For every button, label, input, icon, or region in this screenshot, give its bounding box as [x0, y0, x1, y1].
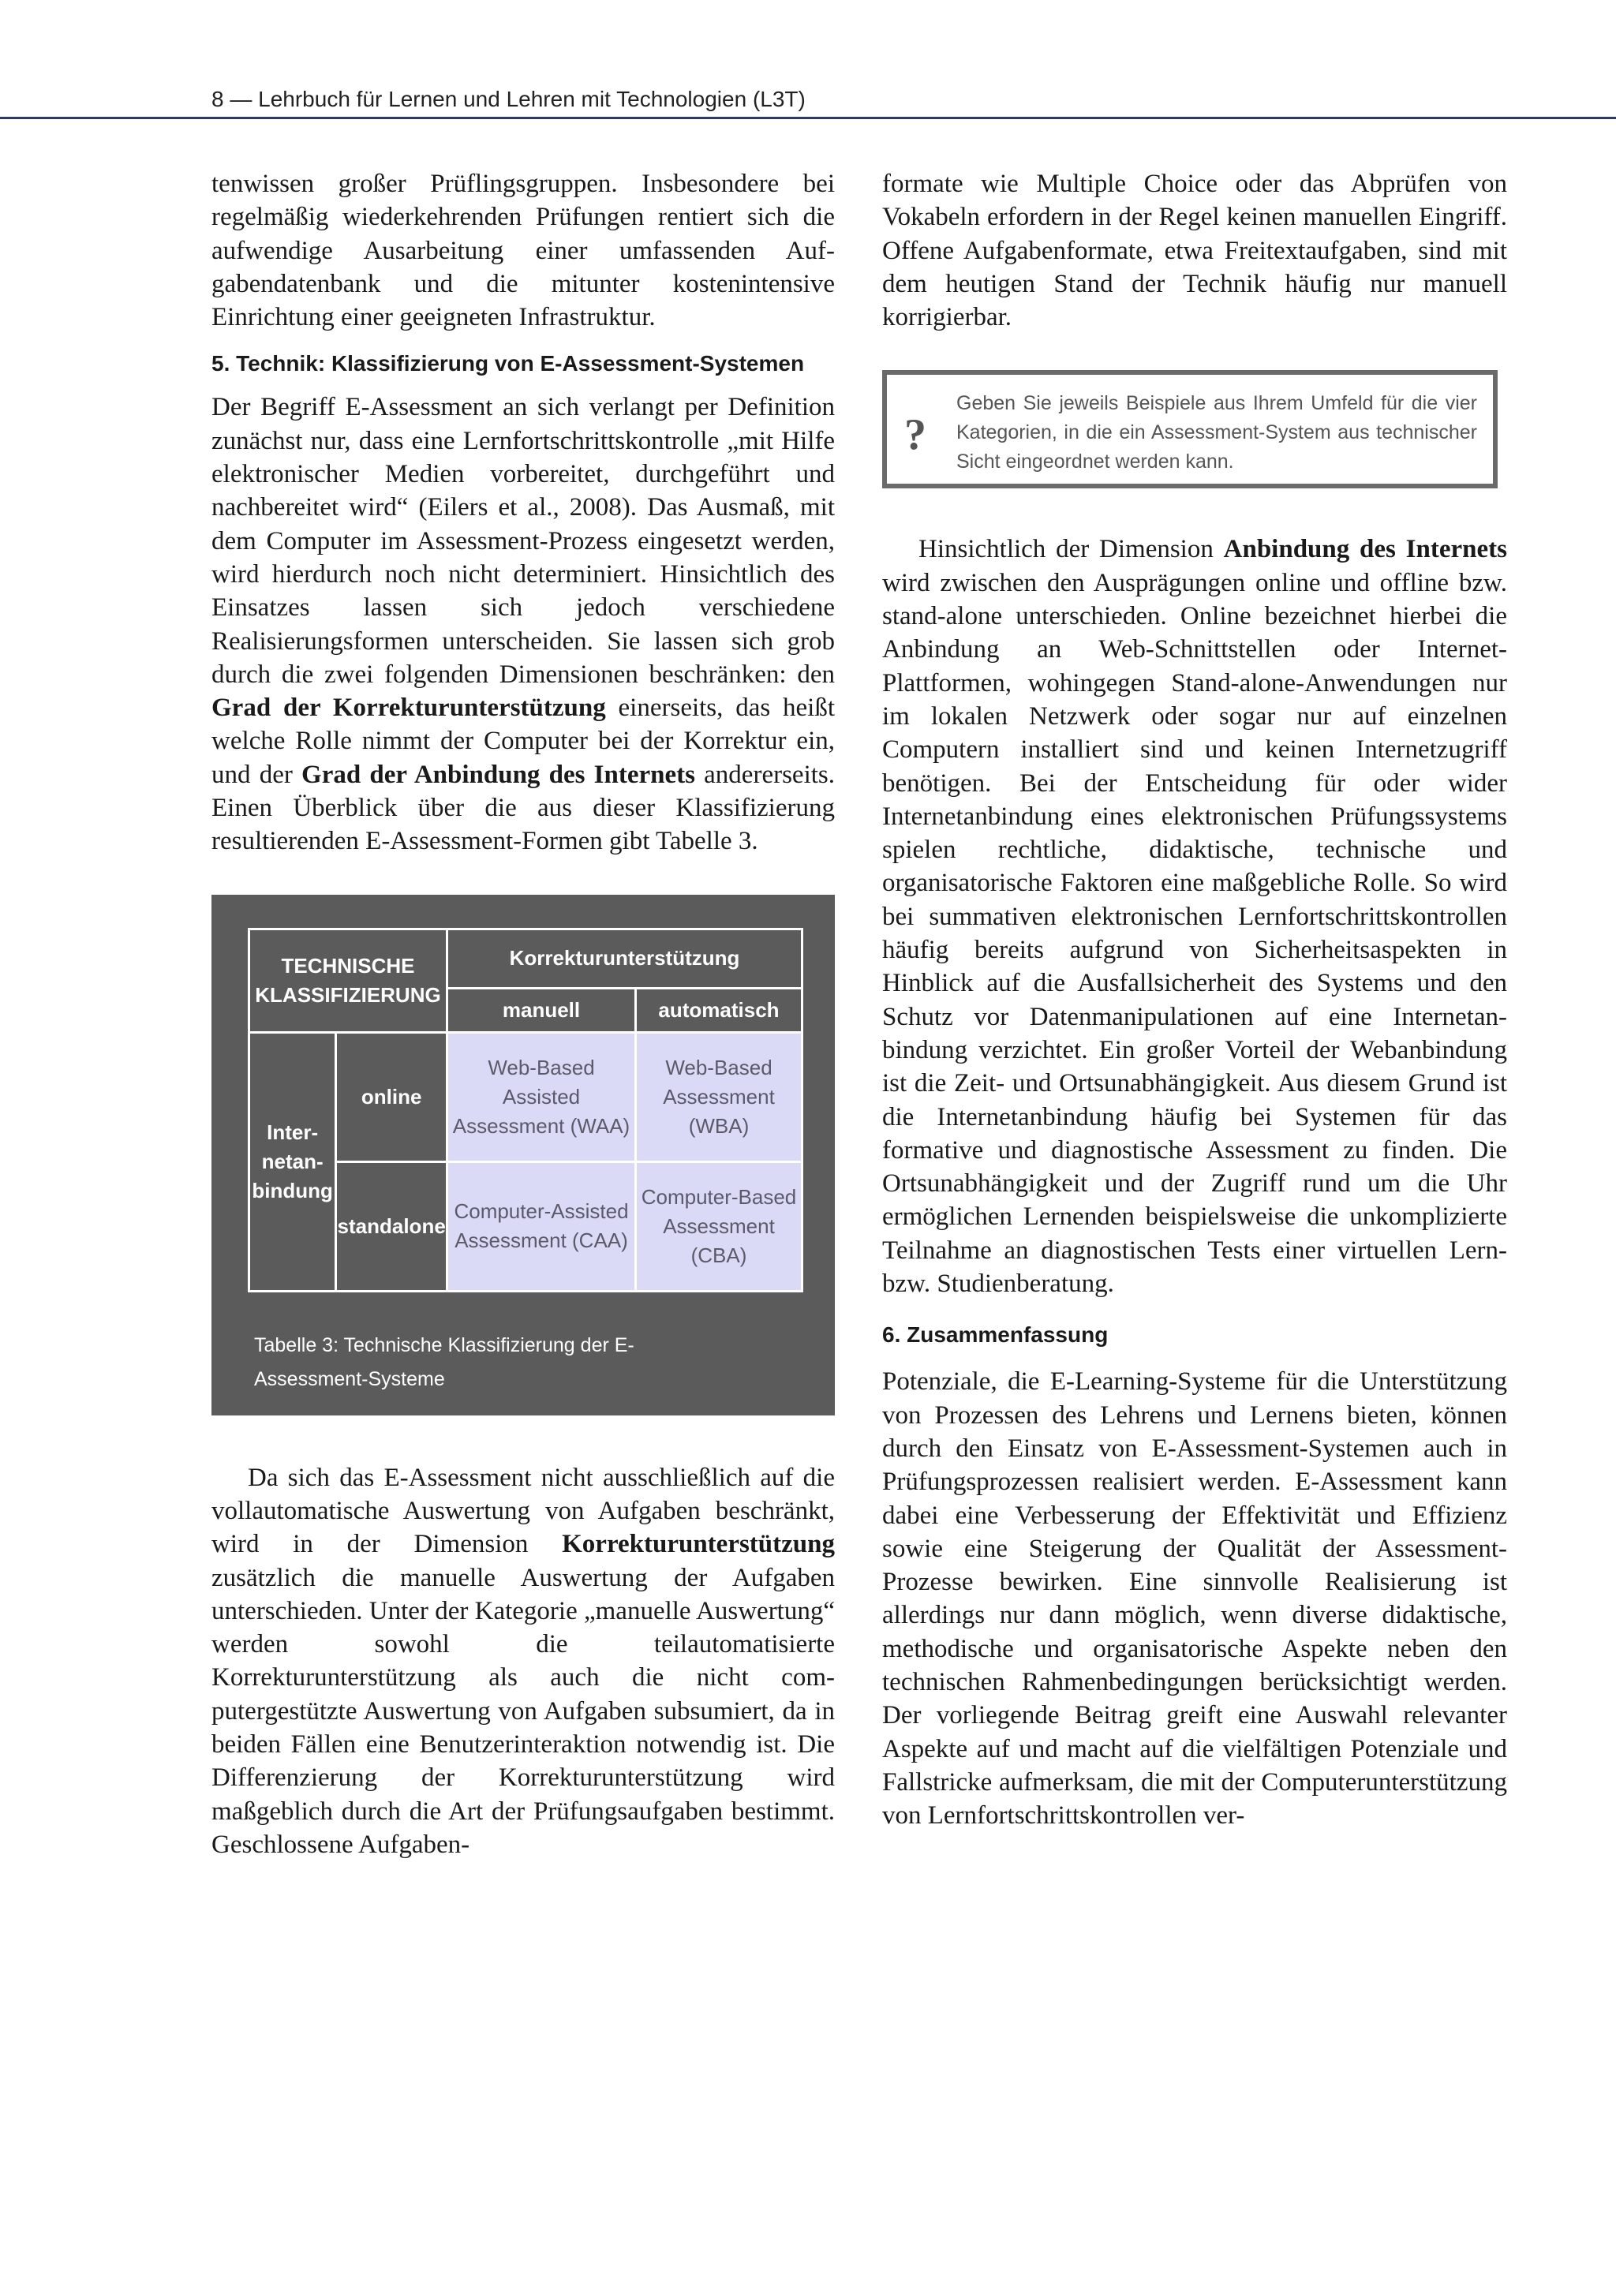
- table-column-header-automatic: automatisch: [636, 988, 802, 1032]
- question-box: [882, 370, 1498, 488]
- table-figure: [211, 895, 835, 1415]
- bold-term: Grad der Anbindung des Internets: [301, 760, 695, 789]
- table-caption: Tabelle 3: Technische Klassifizierung der E-Assessment-Systeme: [254, 1333, 634, 1390]
- table-column-group-header: Korrekturunterstützung: [447, 929, 802, 988]
- table-cell-waa: Web-Based Assisted Assessment (WAA): [447, 1032, 636, 1161]
- table-cell-caa: Computer-Assisted Assessment (CAA): [447, 1161, 636, 1291]
- text-run: wird zwischen den Ausprägungen online und offline bzw. stand-alone unterschieden. Online bezeichnet hierbei die Anbindung an Web-Schnittstellen oder Internet-Plattformen, wohingegen Stand-alone-Anwendungen nur im lokalen Netzwerk oder sogar nur auf einzelnen Computern installiert sind und keinen Internetzugriff benötigen. Bei der Entscheidung für oder wider Internetanbindung eines elektronischen Prüfungssystems spielen rechtliche, didaktische, technische und organisatorische Faktoren eine maßgebliche Rolle. So wird bei summativen elektronischen Lernfortschrittskontrollen häufig bereits aufgrund von Sicherheitsaspekten in Hinblick auf die Ausfallsicherheit des Systems und den Schutz vor Datenmanipulationen auf eine Internetanbindung verzichtet. Ein großer Vorteil der Webanbindung ist die Zeit- und Ortsunabhängigkeit. Aus diesem Grund ist die Internetanbindung häufig bei Systemen für das formative und diagnostische Assessment zu finden. Die Ortsunabhängigkeit und der Zugriff rund um die Uhr ermöglichen Lernenden beispielsweise die unkomplizierte Teilnahme an diagnostischen Tests einer virtuellen Lern- bzw. Studienberatung.: [882, 568, 1507, 1299]
- text-run: einerseits, das heißt welche Rolle nimmt der Computer bei der Korrektur ein, und der: [211, 694, 835, 789]
- bold-term: Korrekturunterstützung: [562, 1530, 835, 1559]
- paragraph: Potenziale, die E-Learning-Systeme für die Unterstützung von Prozessen des Lehrens und Lernens bieten, können durch den Einsatz von E-Assessment-Systemen auch in Prüfungsprozessen realisiert werden. E-Assessment kann dabei eine Verbesserung der Effektivität und Effizienz sowie eine Steigerung der Qualität der Assessment-Prozesse bewirken. Eine sinnvolle Realisierung ist allerdings nur dann möglich, wenn diverse didaktische, methodische und organisatorische Aspekte neben den technischen Rahmenbedingungen berücksichtigt werden. Der vorliegende Beitrag greift eine Auswahl relevanter Aspekte auf und macht auf die vielfältigen Potenziale und Fallstricke aufmerksam, die mit der Computerunterstützung von Lernfortschrittskontrollen ver-: [882, 1367, 1507, 1830]
- section-heading: 5. Technik: Klassifizierung von E-Assessment-Systemen: [211, 351, 805, 376]
- table-column-header-manual: manuell: [447, 988, 636, 1032]
- text-run: Da sich das E-Assessment nicht ausschließlich auf die vollautomatische Auswertung von Aufgaben beschränkt, wird in der Dimension: [211, 1463, 835, 1559]
- right-column: [882, 167, 1507, 1832]
- table-row-header-standalone: standalone: [336, 1161, 447, 1291]
- bold-term: Anbindung des Internets: [1223, 535, 1507, 564]
- paragraph: [211, 1461, 835, 1862]
- running-header: 8 — Lehrbuch für Lernen und Lehren mit Technologien (L3T): [211, 87, 806, 111]
- table-cell-wba: Web-Based Assessment (WBA): [636, 1032, 802, 1161]
- table-cell-cba: Computer-Based Assessment (CBA): [636, 1161, 802, 1291]
- question-text: Geben Sie jeweils Beispiele aus Ihrem Umfeld für die vier Kategorien, in die ein Assessment-System aus technischer Sicht eingeordnet werden kann.: [956, 392, 1477, 473]
- left-column: [211, 167, 835, 1861]
- paragraph: [211, 391, 835, 858]
- bold-term: Grad der Korrekturunterstützung: [211, 694, 606, 723]
- section-heading: 6. Zusammenfassung: [882, 1322, 1109, 1348]
- question-mark-icon: ?: [904, 410, 926, 460]
- table-corner-header: TECHNISCHE KLASSIFIZIERUNG: [249, 929, 447, 1032]
- text-run: andererseits. Einen Überblick über die aus dieser Klassifizierung resultierenden E-Assessment-Formen gibt Tabelle 3.: [211, 760, 835, 856]
- paragraph: tenwissen großer Prüflingsgruppen. Insbesondere bei regelmäßig wiederkehrenden Prüfungen rentiert sich die aufwendige Ausarbeitung einer umfassenden Aufgabendatenbank und die mitunter kostenintensive Einrichtung einer geeigneten Infrastruktur.: [211, 170, 835, 332]
- header-rule: [0, 117, 1616, 119]
- paragraph: formate wie Multiple Choice oder das Abprüfen von Vokabeln erfordern in der Regel keinen manuellen Eingriff. Offene Aufgabenformate, etwa Freitextaufgaben, sind mit dem heutigen Stand der Technik häufig nur manuell korrigierbar.: [882, 170, 1507, 332]
- paragraph: [882, 533, 1507, 1300]
- table-row-header-online: online: [336, 1032, 447, 1161]
- text-run: zusätzlich die manuelle Auswertung der Aufgaben unterschieden. Unter der Kategorie „manuelle Auswertung“ werden sowohl die teilautomatisierte Korrekturunterstützung als auch die nicht computergestützte Auswertung von Aufgaben subsumiert, da in beiden Fällen eine Benutzerinteraktion notwendig ist. Die Differenzierung der Korrekturunterstützung wird maßgeblich durch die Art der Prüfungsaufgaben bestimmt. Geschlossene Aufgaben-: [211, 1563, 835, 1859]
- classification-table: [248, 928, 803, 1292]
- text-run: Der Begriff E-Assessment an sich verlangt per Definition zunächst nur, dass eine Lernfortschrittskontrolle „mit Hilfe elektronischer Medien vorbereitet, durchgeführt und nachbereitet wird“ (Eilers et al., 2008). Das Ausmaß, mit dem Computer im Assessment-Prozess eingesetzt werden, wird hierdurch noch nicht determiniert. Hinsichtlich des Einsatzes lassen sich jedoch verschiedene Realisierungsformen unterscheiden. Sie lassen sich grob durch die zwei folgenden Dimensionen beschränken: den: [211, 393, 835, 689]
- table-row-group-header: Internetanbindung: [249, 1032, 336, 1291]
- text-run: Hinsichtlich der Dimension: [918, 535, 1224, 564]
